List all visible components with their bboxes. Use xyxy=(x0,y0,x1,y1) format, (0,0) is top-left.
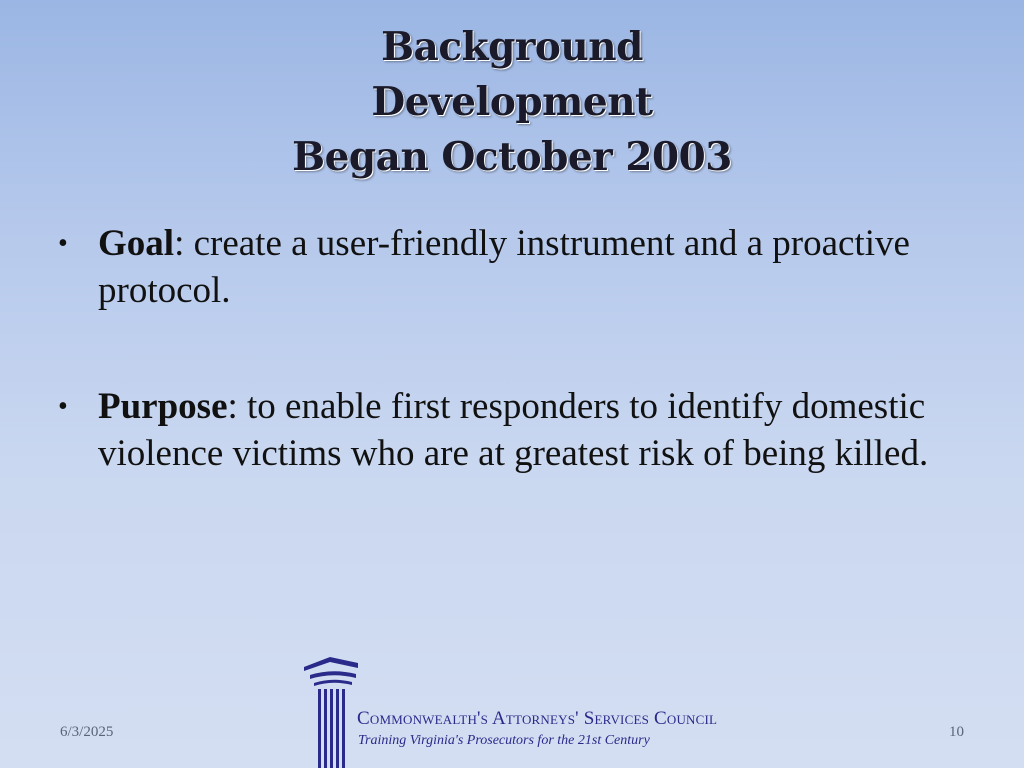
organization-logo xyxy=(300,655,730,768)
logo-organization-name: Commonwealth's Attorneys' Services Council xyxy=(357,708,718,729)
logo-tagline: Training Virginia's Prosecutors for the 21st Century xyxy=(358,733,650,748)
bullet-term-purpose: Purpose xyxy=(98,386,228,427)
bullet-goal xyxy=(58,220,958,314)
slide-title xyxy=(162,20,862,185)
title-line-3: Began October 2003 xyxy=(292,134,732,180)
footer-page-number: 10 xyxy=(949,724,964,740)
title-line-1: Background xyxy=(381,24,643,70)
bullet-purpose xyxy=(58,383,958,477)
bullet-text-purpose: : to enable first responders to identify domestic violence victims who are at greatest risk of being killed. xyxy=(98,386,929,474)
footer-date: 6/3/2025 xyxy=(60,724,114,740)
title-line-2: Development xyxy=(371,79,653,125)
bullet-list xyxy=(58,220,958,546)
pillar-icon xyxy=(300,655,360,768)
bullet-marker: • xyxy=(58,228,68,259)
bullet-text-goal: : create a user-friendly instrument and a proactive protocol. xyxy=(98,223,910,311)
bullet-term-goal: Goal xyxy=(98,223,175,264)
bullet-marker: • xyxy=(58,391,68,422)
